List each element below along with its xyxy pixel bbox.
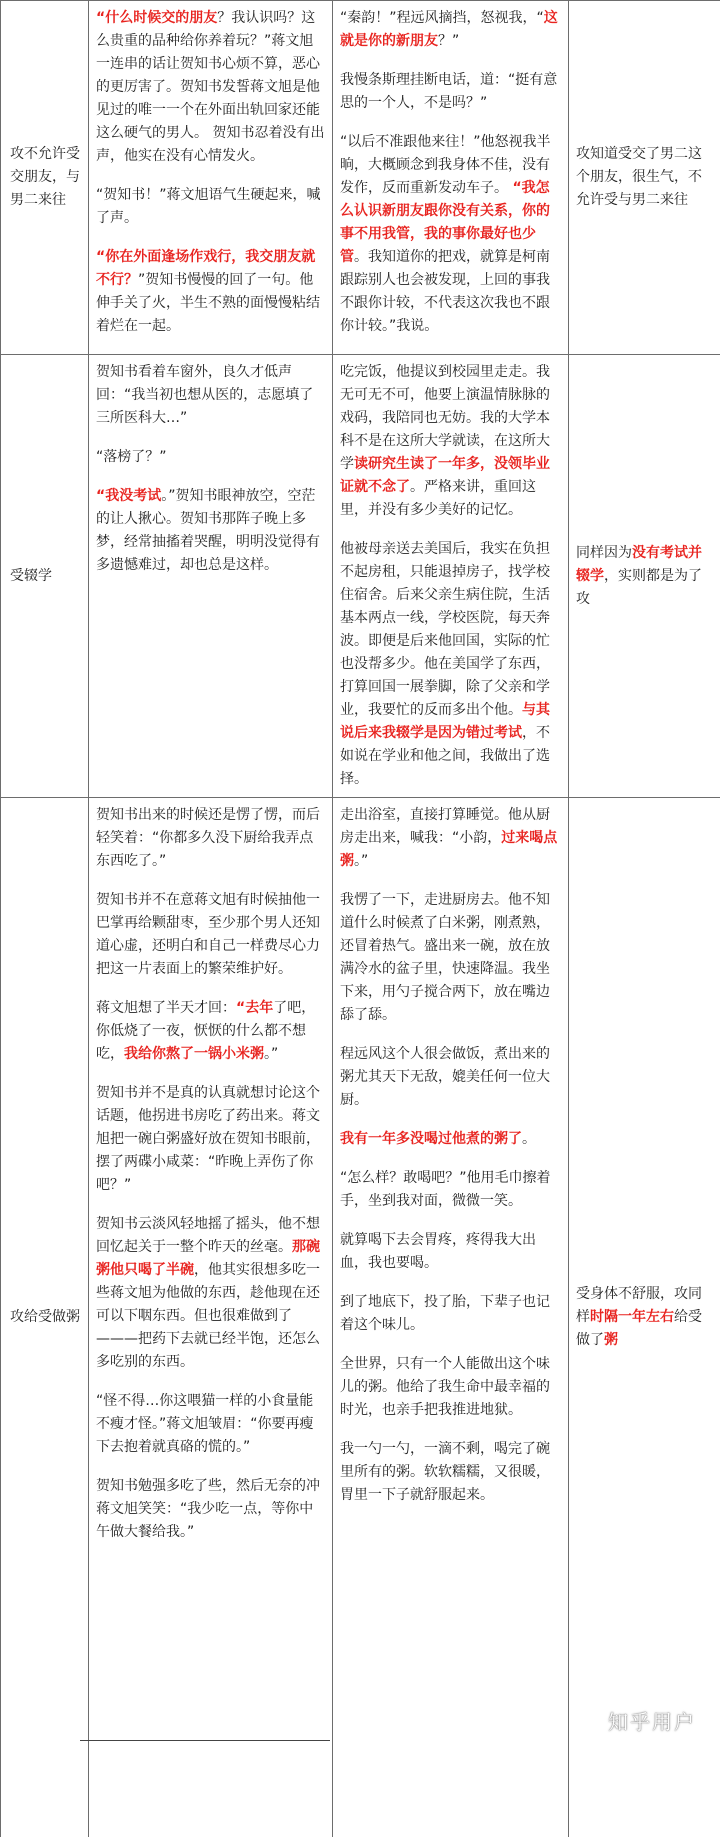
book-excerpt-cell [89, 1, 333, 355]
passage-paragraph [340, 131, 561, 338]
text-run: 攻知道受交了男二这个朋友，很生气，不允许受与男二来往 [576, 146, 702, 208]
text-run: 了吧，你低烧了一夜，恹恹的什么都不想吃， [96, 1000, 315, 1062]
text-run: 蒋文旭想了半天才回： [96, 1000, 236, 1016]
passage-paragraph [340, 538, 561, 791]
text-run: 就算喝下去会胃疼，疼得我大出血，我也要喝。 [340, 1232, 536, 1271]
text-run: 。我知道你的把戏，就算是柯南跟踪别人也会被发现，上回的事我不跟你计较，不代表这次我也不跟你计较。”我说。 [340, 249, 550, 334]
text-run: “落榜了？” [96, 449, 167, 465]
text-run: ，他其实很想多吃一些蒋文旭为他做的东西，趁他现在还可以下咽东西。但也很难做到了———把药下去就已经半饱，还怎么多吃别的东西。 [96, 1262, 320, 1370]
topic-cell: 攻给受做粥 [1, 798, 89, 1837]
text-run: 。 [522, 1131, 536, 1147]
passage-paragraph [96, 1475, 325, 1544]
text-run: 。” [264, 1046, 278, 1062]
summary-cell [569, 1, 720, 355]
highlighted-quote: “你在外面逢场作戏行，我交朋友就不行？ [96, 249, 315, 288]
text-run: 。” [354, 853, 368, 869]
passage-paragraph [340, 361, 561, 522]
highlighted-quote: 读研究生读了一年多，没领毕业证就不念了 [340, 456, 550, 495]
highlighted-quote: “我怎么认识新朋友跟你没有关系，你的事不用我管，我的事你最好也少管 [340, 180, 550, 265]
text-run: 。”贺知书眼神放空，空茫的让人揪心。贺知书那阵子晚上多梦，经常抽搐着哭醒，明明没觉得有多遗憾难过，却也总是这样。 [96, 488, 320, 573]
passage-paragraph [340, 1043, 561, 1112]
table-row [1, 798, 720, 1837]
watermark: 知乎用户 [608, 1706, 696, 1735]
book-excerpt-cell [89, 355, 333, 798]
highlighted-quote: 没有考试并辍学 [576, 545, 702, 584]
passage-paragraph [96, 184, 325, 230]
text-run: 给受做了 [576, 1309, 702, 1348]
highlighted-quote: 那碗粥他只喝了半碗 [96, 1239, 320, 1278]
text-run: 全世界，只有一个人能做出这个味儿的粥。他给了我生命中最幸福的时光，也亲手把我推进地狱。 [340, 1356, 550, 1418]
passage-paragraph [96, 889, 325, 981]
text-run: 我一勺一勺，一滴不剩，喝完了碗里所有的粥。软软糯糯，又很暖，胃里一下子就舒服起来。 [340, 1441, 550, 1503]
text-run: 。严格来讲，重回这里，并没有多少美好的记忆。 [340, 479, 536, 518]
cut-off-text-edge [80, 1740, 330, 1745]
text-run: ，实则都是为了攻 [576, 568, 702, 607]
text-run: 走出浴室，直接打算睡觉。他从厨房走出来，喊我：“小韵， [340, 807, 550, 846]
book-excerpt-cell [89, 798, 333, 1837]
passage-paragraph [340, 1438, 561, 1507]
passage-paragraph [340, 804, 561, 873]
compared-excerpt-cell [333, 1, 569, 355]
passage-paragraph [96, 361, 325, 430]
passage-paragraph [96, 1390, 325, 1459]
text-run: 到了地底下，投了胎，下辈子也记着这个味儿。 [340, 1294, 550, 1333]
text-run: “怎么样？敢喝吧？”他用毛巾擦着手，坐到我对面，微微一笑。 [340, 1170, 551, 1209]
text-run: “以后不准跟他来往！”他怒视我半晌，大概顾念到我身体不佳，没有发作，反而重新发动车子。 [340, 134, 551, 196]
highlighted-quote: 时隔一年左右 [590, 1309, 674, 1325]
text-run: 受身体不舒服，攻同样 [576, 1286, 702, 1325]
passage-paragraph [340, 1128, 561, 1151]
highlighted-quote: 我给你熬了一锅小米粥 [124, 1046, 264, 1062]
passage-paragraph [340, 69, 561, 115]
text-run: ”贺知书慢慢的回了一句。他伸手关了火，半生不熟的面慢慢粘结着烂在一起。 [96, 272, 320, 334]
passage-paragraph [96, 1213, 325, 1374]
text-run: 贺知书勉强多吃了些，然后无奈的冲蒋文旭笑笑：“我少吃一点，等你中午做大餐给我。” [96, 1478, 320, 1540]
text-run: 贺知书云淡风轻地摇了摇头，他不想回忆起关于一整个昨天的丝毫。 [96, 1216, 320, 1255]
text-run: 贺知书出来的时候还是愣了愣，而后轻笑着：“你都多久没下厨给我弄点东西吃了。” [96, 807, 320, 869]
text-run: ？” [438, 33, 459, 49]
passage-paragraph [340, 7, 561, 53]
text-run: 贺知书并不在意蒋文旭有时候抽他一巴掌再给颗甜枣，至少那个男人还知道心虚，还明白和自己一样费尽心力把这一片表面上的繁荣维护好。 [96, 892, 320, 977]
table-row [1, 1, 720, 355]
highlighted-quote: 粥 [604, 1332, 618, 1348]
passage-paragraph [96, 1082, 325, 1197]
passage-paragraph [340, 1229, 561, 1275]
passage-paragraph [96, 7, 325, 168]
text-run: ，不如说在学业和他之间，我做出了选择。 [340, 725, 550, 787]
text-run: 程远风这个人很会做饭，煮出来的粥尤其天下无敌，媲美任何一位大厨。 [340, 1046, 550, 1108]
passage-paragraph [96, 446, 325, 469]
text-run: 我慢条斯理挂断电话，道：“挺有意思的一个人，不是吗？” [340, 72, 557, 111]
summary-cell [569, 798, 720, 1837]
passage-paragraph [96, 997, 325, 1066]
passage-paragraph [340, 1353, 561, 1422]
compared-excerpt-cell [333, 798, 569, 1837]
text-run: 贺知书看着车窗外，良久才低声回：“我当初也想从医的，志愿填了三所医科大…” [96, 364, 313, 426]
text-run: ？我认识吗？这么贵重的品种给你养着玩？”蒋文旭一连串的话让贺知书心烦不算，恶心的更厉害了。贺知书发誓蒋文旭是他见过的唯一一个在外面出轨回家还能这么硬气的男人。 贺知书忍着没有出声，他实在没有心情发火。 [96, 10, 324, 164]
text-run: “怪不得…你这喂猫一样的小食量能不瘦才怪。”蒋文旭皱眉：“你要再瘦下去抱着就真硌的慌的。” [96, 1393, 314, 1455]
passage-paragraph [96, 246, 325, 338]
text-run: 同样因为 [576, 545, 632, 561]
highlighted-quote: “去年 [236, 1000, 273, 1016]
highlighted-quote: 与其说后来我辍学是因为错过考试 [340, 702, 550, 741]
text-run: “秦韵！”程远风摘挡，怒视我，“ [340, 10, 544, 26]
text-run: 我愣了一下，走进厨房去。他不知道什么时候煮了白米粥，刚煮熟，还冒着热气。盛出来一碗，放在放满冷水的盆子里，快速降温。我坐下来，用勺子搅合两下，放在嘴边舔了舔。 [340, 892, 550, 1023]
summary-cell [569, 355, 720, 798]
passage-paragraph [96, 804, 325, 873]
highlighted-quote: “什么时候交的朋友 [96, 10, 217, 26]
highlighted-quote: 我有一年多没喝过他煮的粥了 [340, 1131, 522, 1147]
highlighted-quote: “我没考试 [96, 488, 161, 504]
topic-cell: 受辍学 [1, 355, 89, 798]
table-row [1, 355, 720, 798]
text-run: 吃完饭，他提议到校园里走走。我无可无不可，他要上演温情脉脉的戏码，我陪同也无妨。我的大学本科不是在这所大学就读，在这所大学 [340, 364, 550, 472]
compared-excerpt-cell [333, 355, 569, 798]
text-run: 贺知书并不是真的认真就想讨论这个话题，他拐进书房吃了药出来。蒋文旭把一碗白粥盛好放在贺知书眼前，摆了两碟小咸菜：“昨晚上弄伤了你吧？” [96, 1085, 320, 1193]
passage-paragraph [340, 889, 561, 1027]
highlighted-quote: 过来喝点粥 [340, 830, 557, 869]
highlighted-quote: 这就是你的新朋友 [340, 10, 558, 49]
passage-paragraph [340, 1167, 561, 1213]
passage-paragraph [340, 1291, 561, 1337]
text-run: 他被母亲送去美国后，我实在负担不起房租，只能退掉房子，找学校住宿舍。后来父亲生病住院，生活基本两点一线，学校医院，每天奔波。即便是后来他回国，实际的忙也没帮多少。他在美国学了东西，打算回国一展拳脚，除了父亲和学业，我要忙的反而多出个他。 [340, 541, 550, 718]
text-run: “贺知书！”蒋文旭语气生硬起来，喊了声。 [96, 187, 321, 226]
passage-paragraph [96, 485, 325, 577]
topic-cell: 攻不允许受交朋友，与男二来往 [1, 1, 89, 355]
